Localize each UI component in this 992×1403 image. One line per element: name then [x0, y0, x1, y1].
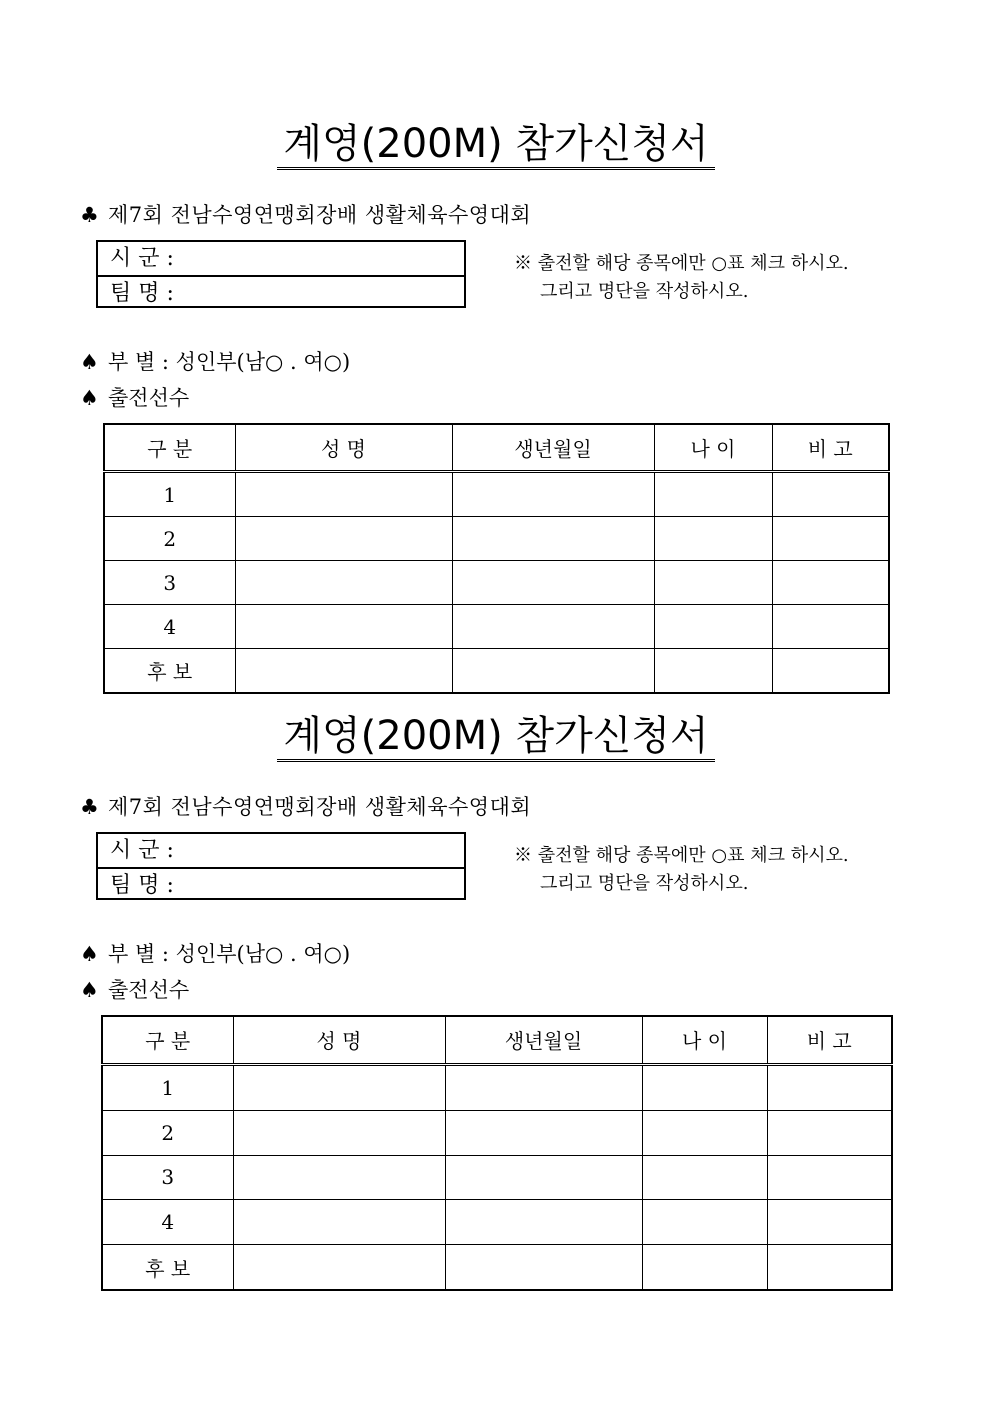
row-label: 1 — [104, 472, 235, 517]
team-name-field[interactable]: 팀 명 : — [98, 275, 464, 308]
players-heading: ♠ 출전선수 — [80, 978, 190, 1002]
row-label: 후 보 — [104, 649, 235, 694]
col-header-remarks: 비 고 — [767, 1016, 892, 1064]
spade-icon: ♠ — [80, 978, 99, 1002]
col-header-category: 구 분 — [102, 1016, 233, 1064]
event-name: ♣ 제7회 전남수영연맹회장배 생활체육수영대회 — [80, 795, 532, 819]
age-cell[interactable] — [642, 1110, 767, 1155]
row-label: 3 — [102, 1155, 233, 1200]
row-label: 후 보 — [102, 1245, 233, 1290]
age-cell[interactable] — [642, 1155, 767, 1200]
remarks-cell[interactable] — [767, 1155, 892, 1200]
row-label: 2 — [104, 517, 235, 561]
division-line: ♠ 부 별 : 성인부(남○ . 여○) — [80, 942, 351, 966]
players-heading: ♠ 출전선수 — [80, 386, 190, 410]
table-header-row — [104, 424, 889, 472]
row-label: 4 — [104, 605, 235, 649]
application-form-1 — [0, 0, 992, 684]
team-info-box — [96, 240, 466, 308]
name-cell[interactable] — [233, 1245, 445, 1290]
instructions: ※ 출전할 해당 종목에만 ○표 체크 하시오. 그리고 명단을 작성하시오. — [514, 253, 849, 302]
row-label: 3 — [104, 561, 235, 605]
remarks-cell[interactable] — [767, 1064, 892, 1110]
city-field[interactable]: 시 군 : — [110, 838, 174, 863]
birthdate-cell[interactable] — [445, 1110, 642, 1155]
row-label: 2 — [102, 1110, 233, 1155]
application-form-2 — [0, 592, 992, 1281]
age-cell[interactable] — [654, 517, 772, 561]
name-cell[interactable] — [233, 1064, 445, 1110]
age-cell[interactable] — [642, 1200, 767, 1245]
club-icon: ♣ — [80, 795, 100, 819]
table-row — [104, 517, 889, 561]
table-row — [102, 1155, 892, 1200]
remarks-cell[interactable] — [767, 1245, 892, 1290]
spade-icon: ♠ — [80, 386, 99, 410]
table-row — [102, 1245, 892, 1290]
birthdate-cell[interactable] — [452, 517, 654, 561]
spade-icon: ♠ — [80, 942, 99, 966]
team-name-field[interactable]: 팀 명 : — [98, 867, 464, 900]
team-info-box — [96, 832, 466, 900]
col-header-birthdate: 생년월일 — [452, 424, 654, 472]
name-cell[interactable] — [233, 1110, 445, 1155]
col-header-remarks: 비 고 — [772, 424, 889, 472]
event-name: ♣ 제7회 전남수영연맹회장배 생활체육수영대회 — [80, 203, 532, 227]
name-cell[interactable] — [233, 1155, 445, 1200]
remarks-cell[interactable] — [772, 517, 889, 561]
col-header-birthdate: 생년월일 — [445, 1016, 642, 1064]
age-cell[interactable] — [642, 1245, 767, 1290]
instructions: ※ 출전할 해당 종목에만 ○표 체크 하시오. 그리고 명단을 작성하시오. — [514, 845, 849, 894]
remarks-cell[interactable] — [767, 1200, 892, 1245]
roster-table — [101, 1015, 893, 1291]
birthdate-cell[interactable] — [445, 1155, 642, 1200]
col-header-age: 나 이 — [654, 424, 772, 472]
col-header-name: 성 명 — [235, 424, 452, 472]
table-row — [104, 472, 889, 517]
col-header-age: 나 이 — [642, 1016, 767, 1064]
birthdate-cell[interactable] — [445, 1064, 642, 1110]
spade-icon: ♠ — [80, 350, 99, 374]
form-title: 계영(200M) 참가신청서 — [0, 710, 992, 762]
name-cell[interactable] — [235, 472, 452, 517]
name-cell[interactable] — [235, 517, 452, 561]
table-row — [102, 1110, 892, 1155]
row-label: 1 — [102, 1064, 233, 1110]
birthdate-cell[interactable] — [452, 472, 654, 517]
table-header-row — [102, 1016, 892, 1064]
club-icon: ♣ — [80, 203, 100, 227]
birthdate-cell[interactable] — [445, 1245, 642, 1290]
form-title: 계영(200M) 참가신청서 — [0, 118, 992, 170]
col-header-name: 성 명 — [233, 1016, 445, 1064]
remarks-cell[interactable] — [767, 1110, 892, 1155]
birthdate-cell[interactable] — [445, 1200, 642, 1245]
division-line: ♠ 부 별 : 성인부(남○ . 여○) — [80, 350, 351, 374]
col-header-category: 구 분 — [104, 424, 235, 472]
age-cell[interactable] — [654, 472, 772, 517]
city-field[interactable]: 시 군 : — [110, 246, 174, 271]
age-cell[interactable] — [642, 1064, 767, 1110]
row-label: 4 — [102, 1200, 233, 1245]
table-row — [102, 1064, 892, 1110]
table-row — [102, 1200, 892, 1245]
name-cell[interactable] — [233, 1200, 445, 1245]
remarks-cell[interactable] — [772, 472, 889, 517]
